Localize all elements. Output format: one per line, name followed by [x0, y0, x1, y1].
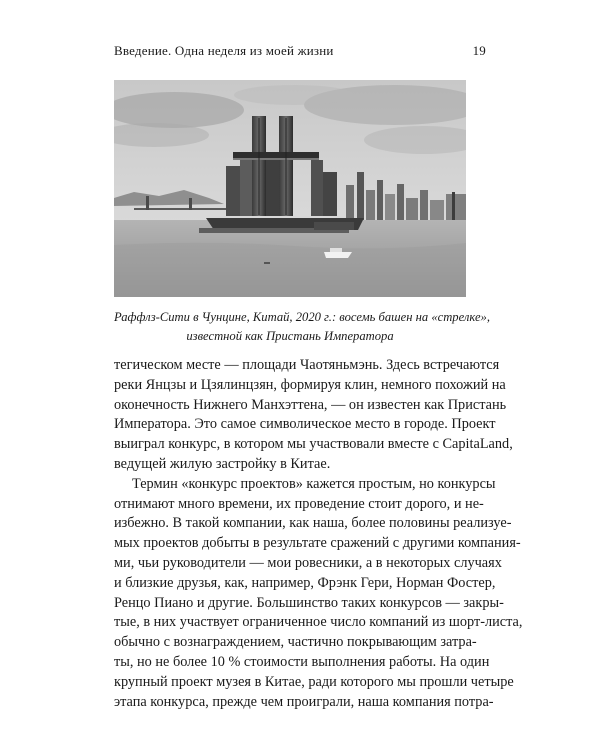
text-line: избежно. В такой компании, как наша, более половины реализуе-	[114, 515, 512, 532]
text-line: ми, чьи руководители — мои ровесники, а в некоторых случаях	[114, 554, 502, 571]
text-line: тегическом месте — площади Чаотяньмэнь. Здесь встречаются	[114, 357, 500, 373]
text-line: и близкие друзья, как, например, Фрэнк Гери, Норман Фостер,	[114, 574, 496, 591]
figure-caption	[114, 308, 490, 346]
text-line: оконечность Нижнего Манхэттена, — он известен как Пристань	[114, 396, 507, 413]
body-text	[114, 356, 523, 712]
text-line: этапа конкурса, прежде чем проиграли, наша компания потра-	[114, 693, 494, 710]
text-line: выиграл конкурс, в котором мы участвовали вместе с CapitaLand,	[114, 436, 513, 453]
paragraph-1	[114, 356, 513, 475]
text-line: обычно с вознаграждением, частично покрывающим затра-	[114, 634, 477, 651]
chapter-title: Введение. Одна неделя из моей жизни	[114, 43, 334, 58]
caption-line: Раффлз-Сити в Чунцине, Китай, 2020 г.: восемь башен на «стрелке»,	[114, 310, 490, 324]
text-line: отнимают много времени, их проведение стоит дорого, и не-	[114, 495, 484, 512]
text-line: крупный проект музея в Китае, ради которого мы прошли четыре	[114, 673, 514, 690]
paragraph-2	[114, 475, 523, 713]
text-line: реки Янцзы и Цзялинцзян, формируя клин, немного похожий на	[114, 376, 506, 393]
text-line: Термин «конкурс проектов» кажется простым, но конкурсы	[132, 475, 496, 492]
caption-line: известной как Пристань Императора	[186, 329, 394, 343]
text-line: ведущей жилую застройку в Китае.	[114, 455, 331, 472]
raffles-city-photo	[114, 80, 466, 297]
text-line: мых проектов добыты в результате сражений с другими компания-	[114, 535, 521, 552]
page-number: 19	[472, 43, 486, 58]
running-header	[114, 43, 486, 59]
text-line: ты, но не более 10 % стоимости выполнения работы. На один	[114, 653, 490, 670]
text-line: тые, в них участвует ограниченное число компаний из шорт-листа,	[114, 614, 523, 631]
text-line: Ренцо Пиано и другие. Большинство таких конкурсов — закры-	[114, 594, 504, 611]
text-line: Императора. Это самое символическое место в городе. Проект	[114, 416, 496, 433]
